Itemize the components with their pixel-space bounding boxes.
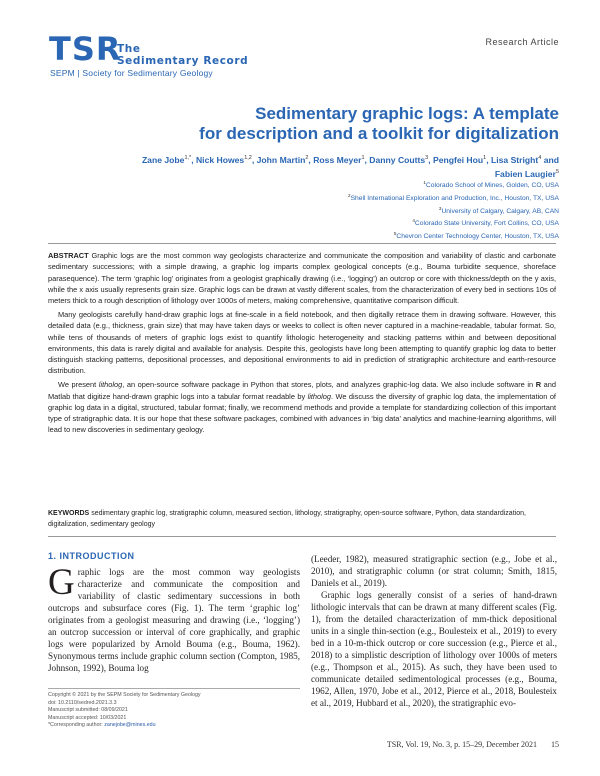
society-name: SEPM | Society for Sedimentary Geology xyxy=(50,68,213,78)
running-footer xyxy=(387,740,559,749)
keywords-text: sedimentary graphic log, stratigraphic column, measured section, lithology, stratigraphy, open-source software, Python, data standardization, digitalization, sedimentary geology xyxy=(48,510,526,528)
intro-paragraph-2: Graphic logs generally consist of a series of hand-drawn lithologic intervals that can be drawn at many different scales (Fig. 1), from the detailed characterization of mm-thick depositional units in a single thin-section (e.g., Boulesteix et al., 2019) to every bed in a 10-m-thick outcrop or core succession (e.g., Pierce et al., 2018) to a simplistic description of lithology over 1000s of meters (e.g., Thompson et al., 2015). As such, they have been used to communicate detailed sedimentological processes (e.g., Bouma, 1962, Allen, 1970, Jobe et al., 2012, Pierce et al., 2018, Boulesteix et al., 2019, Hubbard et al., 2020), the stratigraphic evo- xyxy=(311,590,557,708)
drop-cap: G xyxy=(48,562,75,603)
intro-paragraph-1: Graphic logs are the most common way geologists characterize and communicate the composition and variability of clastic sedimentary successions in both outcrops and subsurface cores (Fig. 1). The term ‘graphic log’ originates from a geologist measuring and drawing (i.e., ‘logging’) an outcrop succession or interval of core graphically, and graphic logs were popularized by Arnold Bouma (e.g., Bouma, 1962). Synonymous terms include graphic column section (Compton, 1985, Johnson, 1992), Bouma log xyxy=(48,562,300,673)
right-column xyxy=(311,553,557,709)
abstract-paragraph-2: Many geologists carefully hand-draw graphic logs at fine-scale in a field notebook, and then digitally retrace them in drawing software. However, this detailed data (e.g., thickness, grain size) that may have taken days or weeks to collect is often never captured in a machine-readable, tabular format. So, while tens of thousands of meters of graphic logs exist to quantify lithologic heterogeneity and stacking patterns within and between depositional environments, this data is rarely digital and available for analysis. Despite this, geologists have long been attempting to quantify graphic log data to better distinguish stacking patterns, depositional processes, and depositional environments to aid in prediction of stratigraphic architecture and earth-resource distribution. xyxy=(48,309,556,376)
accepted-date: Manuscript accepted: 10/03/2021 xyxy=(48,714,127,721)
author[interactable]: Ross Meyer$^1$ xyxy=(313,154,365,165)
title-line1: Sedimentary graphic logs: A template xyxy=(255,104,559,123)
author[interactable]: Pengfei Hou$^1$ xyxy=(433,154,487,165)
article-type: Research Article xyxy=(485,37,559,47)
article-title xyxy=(139,104,559,144)
abstract xyxy=(48,250,556,438)
author[interactable]: Lisa Stright$^4$ xyxy=(490,154,542,165)
affiliation: $^5$Chevron Center Technology Center, Houston, TX, USA xyxy=(393,231,559,241)
affiliation: $^4$Colorado State University, Fort Collins, CO, USA xyxy=(412,218,559,228)
affiliation: $^2$Shell International Exploration and Production, Inc., Houston, TX, USA xyxy=(348,192,559,203)
author-email-link[interactable]: zanejobe@mines.edu xyxy=(104,722,156,729)
journal-name-line2: Sedimentary Record xyxy=(117,55,249,67)
journal-name-line1: The xyxy=(117,43,141,55)
intro-paragraph-1-cont: (Leeder, 1982), measured stratigraphic section (e.g., Jobe et al., 2010), and stratigraphic column (or strat column; Smith, 1815, Daniels et al., 2019). xyxy=(311,554,557,588)
submitted-date: Manuscript submitted: 08/09/2021 xyxy=(48,707,128,714)
author[interactable]: Fabien Laugier$^5$ xyxy=(494,168,559,179)
keywords xyxy=(48,509,556,531)
affiliation: $^3$University of Calgary, Calgary, AB, CAN xyxy=(438,205,559,215)
journal-logo: TSR xyxy=(49,30,122,68)
copyright: Copyright © 2021 by the SEPM Society for Sedimentary Geology xyxy=(48,692,201,698)
footnote-rule xyxy=(48,688,300,689)
author[interactable]: Nick Howes$^{1,2}$ xyxy=(195,154,252,165)
title-line2: for description and a toolkit for digitalization xyxy=(199,124,559,143)
journal-citation: TSR, Vol. 19, No. 3, p. 15–29, December 2021 xyxy=(386,740,537,749)
journal-name xyxy=(117,43,248,67)
author[interactable]: Danny Coutts$^3$ xyxy=(369,154,429,165)
corresponding-author: *Corresponding author: zanejobe@mines.edu xyxy=(48,722,156,729)
author-list: Zane Jobe$^{1,*}$, Nick Howes$^{1,2}$, John Martin$^2$, Ross Meyer$^1$, Danny Coutts$^3$, Pengfei Hou$^1$, Lisa Stright$^4$ and Fabien Laugier$^5$ xyxy=(141,154,559,179)
footnote xyxy=(48,692,248,730)
abstract-bottom-rule xyxy=(48,536,556,537)
affiliation: $^1$Colorado School of Mines, Golden, CO, USA xyxy=(423,180,559,190)
abstract-paragraph-3: We present litholog, an open-source software package in Python that stores, plots, and analyzes graphic-log data. We also include software in R and Matlab that digitize hand-drawn graphic logs into a tabular format readable by litholog. We discuss the diversity of graphic log data, the implementation of graphic log data in a digital, structured, tabular format; finally, we recommend methods and provide a template for standardizing collection of this important type of stratigraphic data. It is our hope that these software packages, combined with advances in ‘big data’ analytics and machine-learning algorithms, will lead to new discoveries in sedimentary geology. xyxy=(48,380,557,435)
left-column xyxy=(48,562,300,674)
abstract-label: ABSTRACT xyxy=(48,251,89,260)
author[interactable]: Zane Jobe$^{1,*}$ xyxy=(141,154,192,165)
abstract-paragraph-1: ABSTRACT Graphic logs are the most common way geologists characterize and communicate the composition and variability of clastic and carbonate sedimentary successions; with a simple drawing, a graphic log imparts complex geological concepts (e.g., Bouma turbidite sequence, shoreface parasequence). The term ‘graphic log’ originates from a geologist graphically drawing (i.e., ‘logging’) an outcrop or core with thickness/depth on the y axis, while the x axis usually represents grain size. Graphic logs can be drawn at vastly different scales, from the characterization of every bed in sections 10s of meters thick to a rough description of lithology over 1000s of meters, making comprehensive, quantitative comparison difficult. xyxy=(48,251,556,306)
keywords-label: KEYWORDS xyxy=(48,510,90,517)
doi[interactable]: doi: 10.2110/sedred.2021.3.3 xyxy=(48,699,117,706)
section-heading-introduction: 1. INTRODUCTION xyxy=(48,551,135,561)
author[interactable]: John Martin$^2$ xyxy=(256,154,309,165)
affiliation-list xyxy=(139,178,559,242)
abstract-top-rule xyxy=(48,243,556,244)
page-number: 15 xyxy=(551,740,559,749)
